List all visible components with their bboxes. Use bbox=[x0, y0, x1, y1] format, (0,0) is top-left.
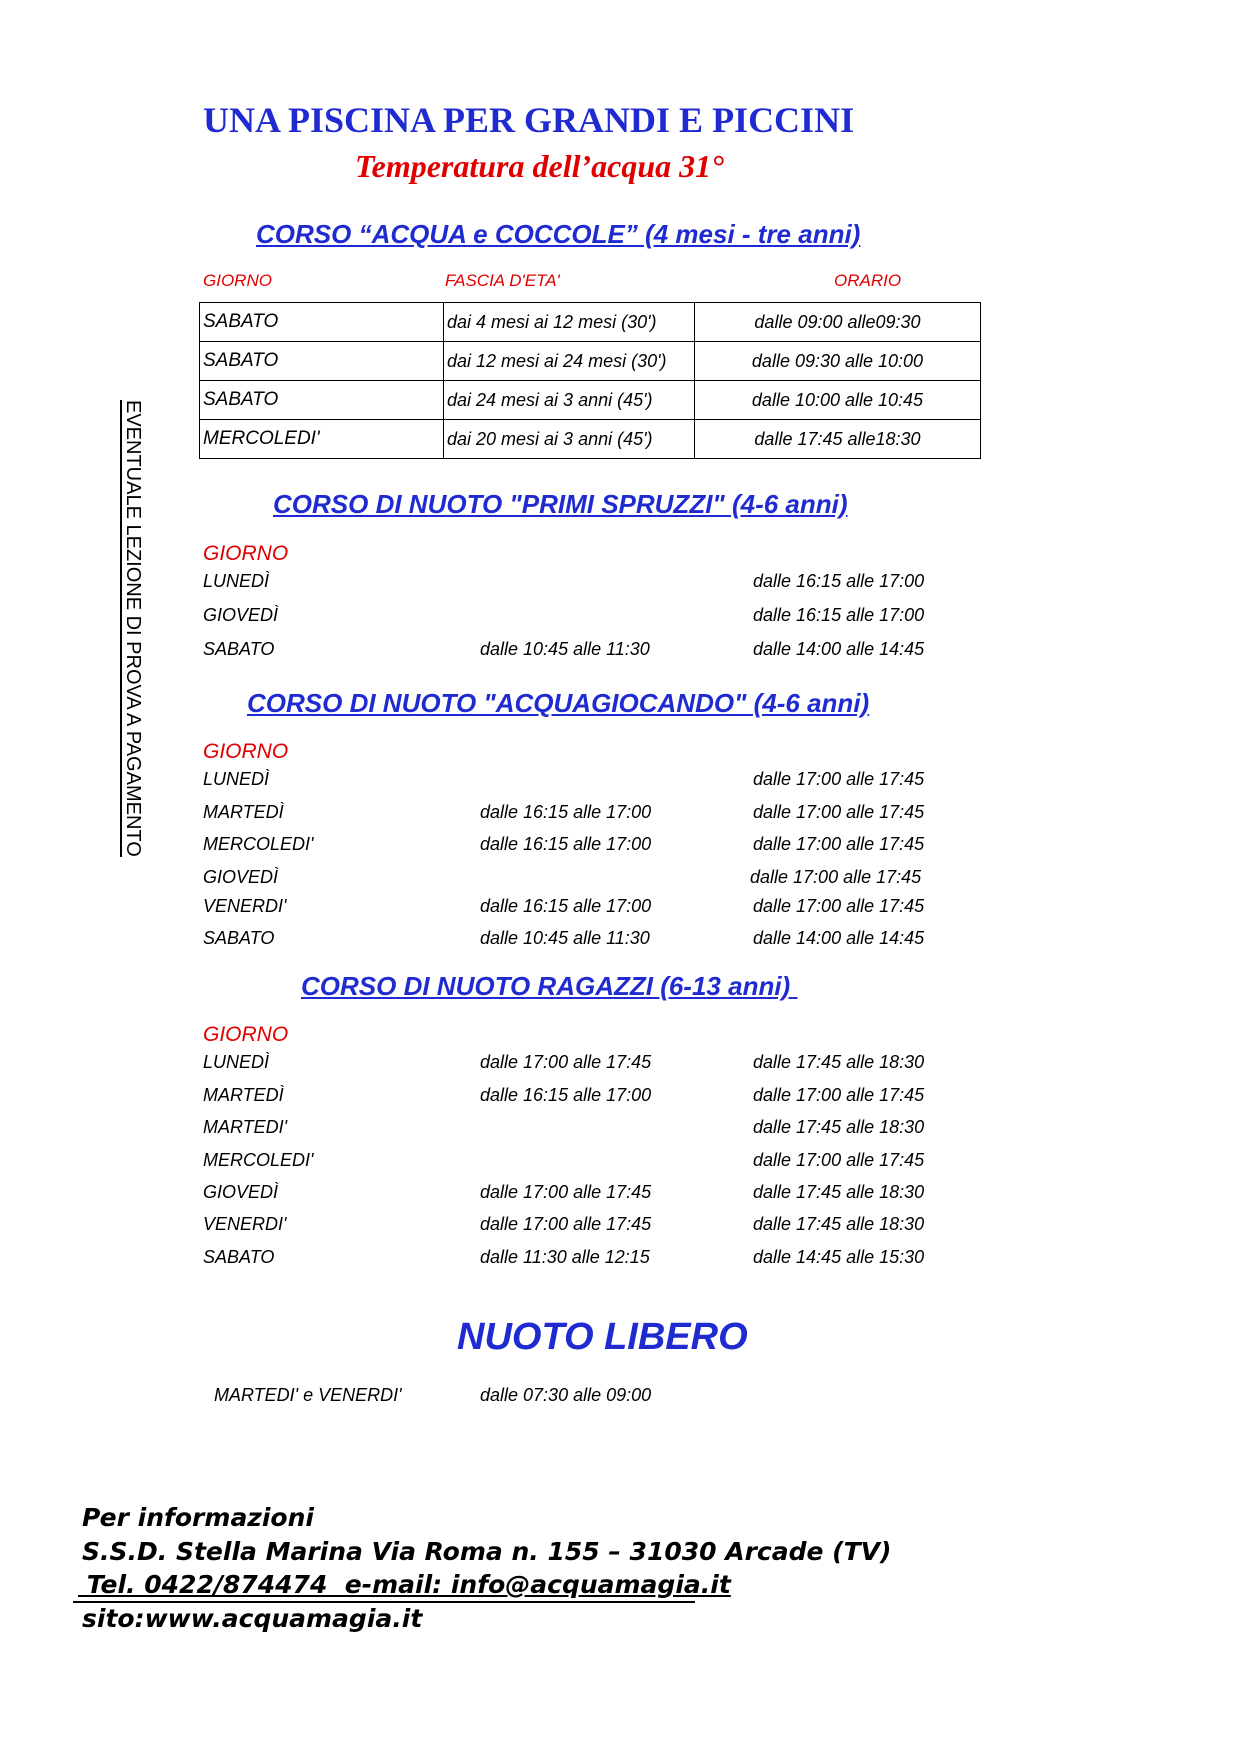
time-cell: dalle 16:15 alle 17:00 bbox=[480, 802, 652, 822]
time-cell: dalle 11:30 alle 12:15 bbox=[480, 1247, 650, 1267]
divider bbox=[73, 1601, 695, 1603]
giorno-label: GIORNO bbox=[203, 740, 289, 763]
time-cell: dalle 16:15 alle 17:00 bbox=[753, 571, 925, 591]
table-row bbox=[200, 342, 981, 381]
time-cell: dalle 16:15 alle 17:00 bbox=[480, 896, 652, 916]
day-cell: LUNEDÌ bbox=[203, 1052, 270, 1072]
day-cell: LUNEDÌ bbox=[203, 571, 270, 591]
day-cell: MERCOLEDI' bbox=[200, 420, 444, 459]
time-cell: dalle 17:45 alle 18:30 bbox=[753, 1117, 925, 1137]
giorno-label: GIORNO bbox=[203, 1023, 289, 1046]
day-cell: GIOVEDÌ bbox=[203, 1182, 279, 1202]
day-cell: SABATO bbox=[203, 639, 275, 659]
table-row bbox=[200, 381, 981, 420]
section-title-acquagiocando: CORSO DI NUOTO "ACQUAGIOCANDO" (4-6 anni) bbox=[247, 688, 870, 718]
side-note bbox=[115, 400, 151, 960]
time-cell: dalle 17:45 alle 18:30 bbox=[753, 1182, 925, 1202]
time-cell: dalle 09:30 alle 10:00 bbox=[695, 342, 981, 381]
time-cell: dalle 17:00 alle 17:45 bbox=[480, 1052, 652, 1072]
time-cell: dalle 17:00 alle 17:45 bbox=[753, 896, 925, 916]
day-cell: MARTEDÌ bbox=[203, 1085, 284, 1105]
day-cell: MERCOLEDI' bbox=[203, 1150, 314, 1170]
water-temperature: Temperatura dell’acqua 31° bbox=[355, 148, 724, 184]
table-row bbox=[200, 420, 981, 459]
time-cell: dalle 09:00 alle09:30 bbox=[695, 303, 981, 342]
time-cell: dalle 17:00 alle 17:45 bbox=[753, 834, 925, 854]
time-cell: dalle 17:45 alle18:30 bbox=[695, 420, 981, 459]
nuoto-libero-time: dalle 07:30 alle 09:00 bbox=[480, 1385, 652, 1405]
age-cell: dai 24 mesi ai 3 anni (45') bbox=[444, 381, 695, 420]
contacts-address: S.S.D. Stella Marina Via Roma n. 155 – 31030 Arcade (TV) bbox=[82, 1537, 892, 1566]
section-title-primi-spruzzi: CORSO DI NUOTO "PRIMI SPRUZZI" (4-6 anni) bbox=[273, 489, 848, 519]
time-cell: dalle 17:00 alle 17:45 bbox=[753, 1085, 925, 1105]
day-cell: MERCOLEDI' bbox=[203, 834, 314, 854]
day-cell: VENERDI' bbox=[203, 1214, 287, 1234]
day-cell: SABATO bbox=[203, 1247, 275, 1267]
acqua-coccole-table bbox=[199, 302, 981, 459]
day-cell: MARTEDI' bbox=[203, 1117, 288, 1137]
time-cell: dalle 17:00 alle 17:45 bbox=[753, 1150, 925, 1170]
time-cell: dalle 10:45 alle 11:30 bbox=[480, 928, 650, 948]
day-cell: SABATO bbox=[203, 928, 275, 948]
day-cell: LUNEDÌ bbox=[203, 769, 270, 789]
day-cell: VENERDI' bbox=[203, 896, 287, 916]
time-cell: dalle 16:15 alle 17:00 bbox=[753, 605, 925, 625]
page-title: UNA PISCINA PER GRANDI E PICCINI bbox=[203, 100, 855, 140]
header-orario: ORARIO bbox=[834, 271, 902, 290]
age-cell: dai 12 mesi ai 24 mesi (30') bbox=[444, 342, 695, 381]
contacts-website[interactable]: sito:www.acquamagia.it bbox=[82, 1604, 423, 1633]
age-cell: dai 4 mesi ai 12 mesi (30') bbox=[444, 303, 695, 342]
header-giorno: GIORNO bbox=[203, 271, 272, 290]
time-cell: dalle 10:00 alle 10:45 bbox=[695, 381, 981, 420]
time-cell: dalle 17:00 alle 17:45 bbox=[753, 769, 925, 789]
day-cell: SABATO bbox=[200, 303, 444, 342]
time-cell: dalle 17:00 alle 17:45 bbox=[480, 1182, 652, 1202]
contacts-heading: Per informazioni bbox=[82, 1503, 314, 1532]
side-note-text: EVENTUALE LEZIONE DI PROVA A PAGAMENTO bbox=[122, 400, 144, 857]
day-cell: GIOVEDÌ bbox=[203, 867, 279, 887]
time-cell: dalle 17:00 alle 17:45 bbox=[753, 802, 925, 822]
contacts-phone-email[interactable]: Tel. 0422/874474 e-mail: info@acquamagia.it bbox=[78, 1570, 731, 1599]
time-cell: dalle 16:15 alle 17:00 bbox=[480, 1085, 652, 1105]
nuoto-libero-days: MARTEDI' e VENERDI' bbox=[214, 1385, 402, 1405]
section-title-acqua-coccole: CORSO “ACQUA e COCCOLE” (4 mesi - tre anni) bbox=[256, 219, 861, 249]
time-cell: dalle 14:00 alle 14:45 bbox=[753, 639, 925, 659]
section-title-ragazzi: CORSO DI NUOTO RAGAZZI (6-13 anni) bbox=[301, 971, 798, 1001]
day-cell: SABATO bbox=[200, 381, 444, 420]
time-cell: dalle 14:45 alle 15:30 bbox=[753, 1247, 925, 1267]
day-cell: SABATO bbox=[200, 342, 444, 381]
time-cell: dalle 17:45 alle 18:30 bbox=[753, 1214, 925, 1234]
time-cell: dalle 10:45 alle 11:30 bbox=[480, 639, 650, 659]
header-fascia-eta: FASCIA D'ETA' bbox=[445, 271, 560, 290]
time-cell: dalle 17:00 alle 17:45 bbox=[750, 867, 922, 887]
age-cell: dai 20 mesi ai 3 anni (45') bbox=[444, 420, 695, 459]
time-cell: dalle 17:45 alle 18:30 bbox=[753, 1052, 925, 1072]
section-title-nuoto-libero: NUOTO LIBERO bbox=[457, 1316, 748, 1358]
day-cell: MARTEDÌ bbox=[203, 802, 284, 822]
table-row bbox=[200, 303, 981, 342]
time-cell: dalle 14:00 alle 14:45 bbox=[753, 928, 925, 948]
day-cell: GIOVEDÌ bbox=[203, 605, 279, 625]
giorno-label: GIORNO bbox=[203, 542, 289, 565]
time-cell: dalle 17:00 alle 17:45 bbox=[480, 1214, 652, 1234]
time-cell: dalle 16:15 alle 17:00 bbox=[480, 834, 652, 854]
